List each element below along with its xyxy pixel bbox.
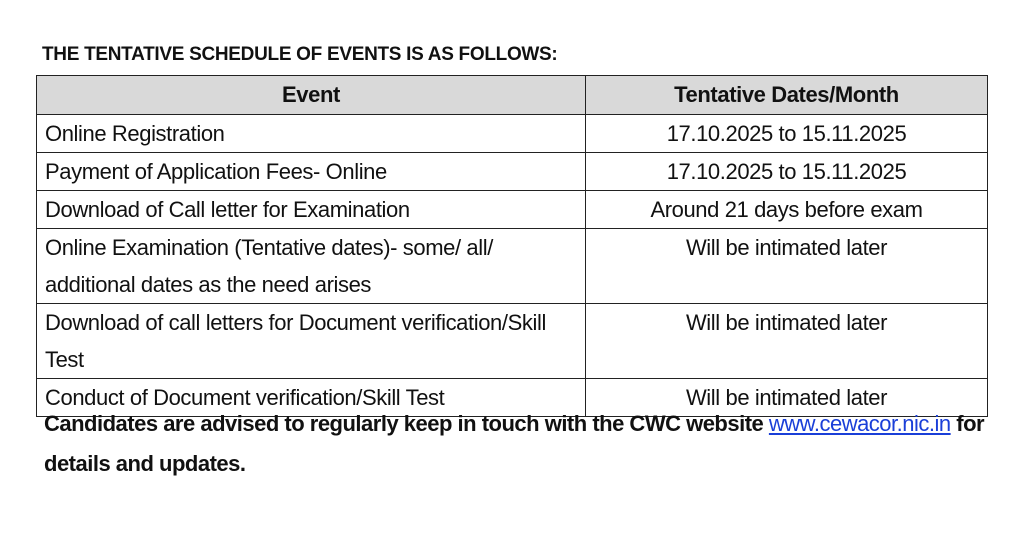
table-row: [37, 229, 988, 304]
event-cell: Payment of Application Fees- Online: [37, 153, 586, 191]
date-cell: Will be intimated later: [586, 229, 988, 304]
event-cell: Conduct of Document verification/Skill Test: [37, 379, 586, 417]
event-cell: Download of call letters for Document verification/Skill Test: [37, 304, 586, 379]
advisory-text: Candidates are advised to regularly keep in touch with the CWC website: [44, 411, 769, 436]
table-row: [37, 153, 988, 191]
website-link[interactable]: www.cewacor.nic.in: [768, 411, 951, 436]
date-cell: 17.10.2025 to 15.11.2025: [586, 115, 988, 153]
table-row: [37, 191, 988, 229]
table-row: [37, 115, 988, 153]
advisory-note: [44, 404, 1004, 484]
column-header-dates: Tentative Dates/Month: [586, 76, 988, 115]
column-header-event: Event: [37, 76, 586, 115]
date-cell: Will be intimated later: [586, 304, 988, 379]
date-cell: 17.10.2025 to 15.11.2025: [586, 153, 988, 191]
event-cell: Download of Call letter for Examination: [37, 191, 586, 229]
schedule-heading: THE TENTATIVE SCHEDULE OF EVENTS IS AS FOLLOWS:: [42, 44, 558, 65]
advisory-text-end: for details and updates.: [44, 411, 985, 476]
table-row: [37, 304, 988, 379]
date-cell: Will be intimated later: [586, 379, 988, 417]
event-cell: Online Examination (Tentative dates)- some/ all/ additional dates as the need arises: [37, 229, 586, 304]
date-cell: Around 21 days before exam: [586, 191, 988, 229]
event-cell: Online Registration: [37, 115, 586, 153]
table-header-row: [37, 76, 988, 115]
schedule-table: [36, 75, 988, 417]
